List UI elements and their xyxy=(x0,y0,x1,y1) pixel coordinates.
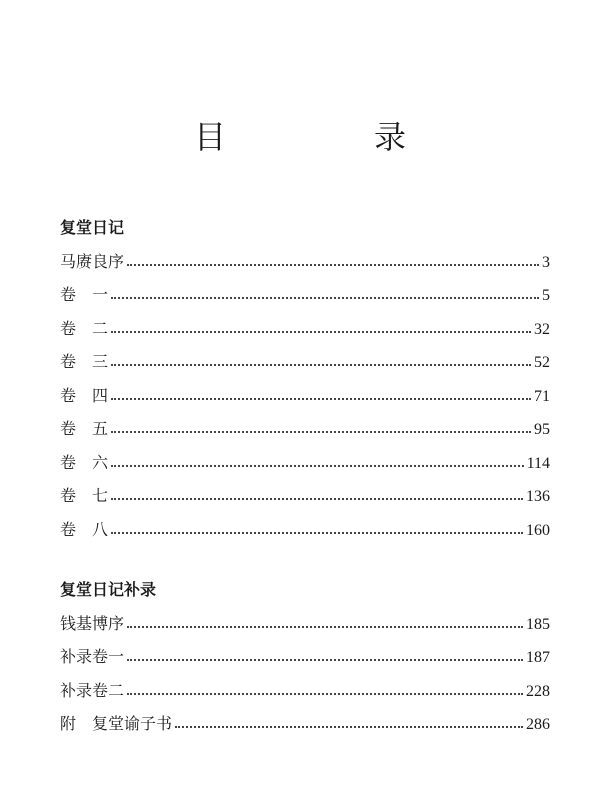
toc-entry[interactable] xyxy=(60,473,550,507)
dot-leader xyxy=(111,498,523,500)
page-number: 286 xyxy=(526,716,550,733)
entry-title: 卷 一 xyxy=(60,285,109,304)
dot-leader xyxy=(127,693,523,695)
toc-entry[interactable] xyxy=(60,305,550,339)
toc-entry[interactable] xyxy=(60,372,550,406)
entry-title: 补录卷一 xyxy=(60,647,125,666)
page-number: 32 xyxy=(534,320,550,338)
dot-leader xyxy=(111,431,531,433)
page-number: 3 xyxy=(542,253,550,271)
toc-section xyxy=(60,580,550,734)
dot-leader xyxy=(111,331,531,333)
dot-leader xyxy=(111,398,531,400)
page-number: 185 xyxy=(526,615,550,633)
section-heading: 复堂日记补录 xyxy=(60,580,157,599)
entry-title: 卷 五 xyxy=(60,419,109,438)
page-number: 114 xyxy=(526,454,550,472)
toc-entry[interactable] xyxy=(60,667,550,701)
page-number: 136 xyxy=(526,488,550,505)
toc-section xyxy=(60,218,550,540)
entry-title: 钱基博序 xyxy=(60,613,125,633)
entry-title: 补录卷二 xyxy=(60,680,125,700)
dot-leader xyxy=(111,364,531,366)
toc-entry[interactable] xyxy=(60,339,550,373)
page-number: 52 xyxy=(534,354,550,371)
dot-leader xyxy=(127,264,539,266)
entry-title: 卷 二 xyxy=(60,318,109,338)
page-number: 160 xyxy=(526,521,550,539)
toc-entry[interactable] xyxy=(60,634,550,668)
entry-title: 卷 四 xyxy=(60,385,109,405)
page-number: 5 xyxy=(542,287,550,304)
dot-leader xyxy=(111,532,523,534)
dot-leader xyxy=(175,726,523,728)
dot-leader xyxy=(111,297,539,299)
entry-title: 卷 六 xyxy=(60,452,109,472)
entry-title: 附 复堂谕子书 xyxy=(60,714,173,733)
toc-entry[interactable] xyxy=(60,439,550,473)
toc-entry[interactable] xyxy=(60,701,550,735)
dot-leader xyxy=(111,465,524,467)
entry-title: 卷 八 xyxy=(60,519,109,539)
entry-title: 卷 三 xyxy=(60,352,109,371)
section-heading: 复堂日记 xyxy=(60,218,125,237)
dot-leader xyxy=(127,626,523,628)
toc-entry[interactable] xyxy=(60,238,550,272)
toc-entry[interactable] xyxy=(60,406,550,440)
page-number: 95 xyxy=(534,421,550,438)
toc-entry[interactable] xyxy=(60,506,550,540)
page-number: 228 xyxy=(526,682,550,700)
page-number: 187 xyxy=(526,649,550,666)
entry-title: 卷 七 xyxy=(60,486,109,505)
page-title: 目 录 xyxy=(193,118,464,156)
page-number: 71 xyxy=(534,387,550,405)
entry-title: 马赓良序 xyxy=(60,251,125,271)
toc-entry[interactable] xyxy=(60,600,550,634)
dot-leader xyxy=(127,659,523,661)
toc-entry[interactable] xyxy=(60,272,550,306)
